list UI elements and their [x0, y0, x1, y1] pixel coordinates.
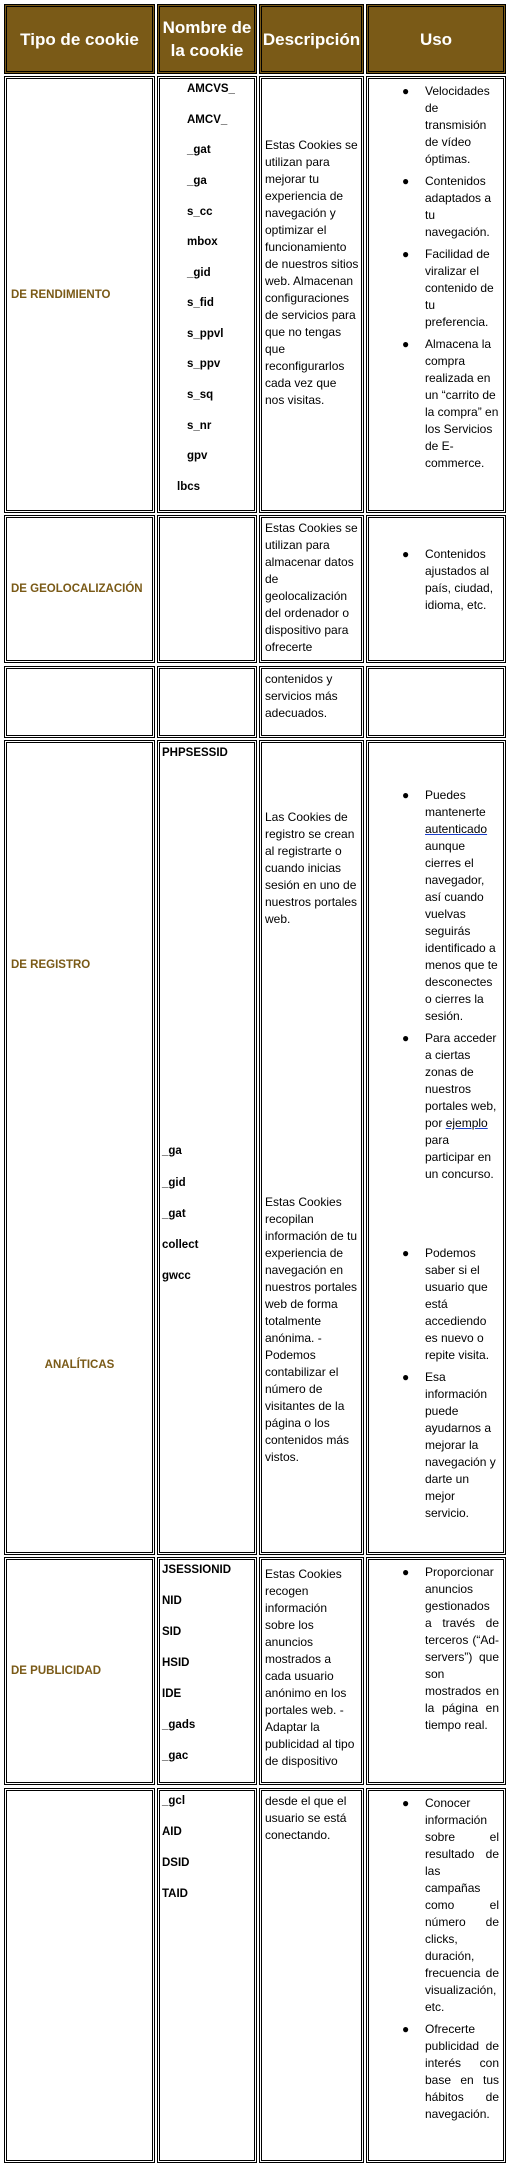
ejemplo-link[interactable]: ejemplo [445, 1116, 488, 1130]
cookie-name: IDE [162, 1688, 182, 1700]
header-tipo [4, 4, 155, 74]
use-analiticas-list [369, 1245, 503, 1527]
cookie-name: mbox [187, 236, 218, 248]
type-rendimiento-label: DE RENDIMIENTO [11, 288, 111, 301]
cookie-name: s_ppv [187, 358, 221, 370]
use-rendimiento [366, 76, 506, 513]
list-item: ● Ofrecerte publicidad de interés con base en tus hábitos de navegación. [402, 2022, 499, 2121]
desc-rendimiento-text: Estas Cookies se utilizan para mejorar tu experiencia de navegación y optimizar el funcionamiento de nuestros sitios web. Almacenan configuraciones de servicios para que no tengas que reconfigurarlos cada vez que nos visitas. [265, 138, 359, 407]
cookie-name: _ga [187, 175, 207, 187]
type-publicidad-cont [4, 1788, 155, 2163]
use-registro-analiticas [366, 740, 506, 1555]
type-geolocalizacion-label: DE GEOLOCALIZACIÓN [11, 583, 143, 595]
use-rendimiento-list [369, 83, 503, 477]
use-publicidad-cont [366, 1788, 506, 2163]
type-registro [7, 950, 90, 980]
list-item: ● Facilidad de viralizar el contenido de tu preferencia. [402, 247, 494, 329]
cookie-name: TAID [162, 1888, 188, 1900]
cookie-name: _gat [162, 1208, 186, 1220]
list-item: ● Contenidos ajustados al país, ciudad, idioma, etc. [402, 547, 494, 612]
cookie-table [4, 4, 506, 2163]
desc-geolocalizacion-cont-text: contenidos y servicios más adecuados. [265, 672, 338, 720]
cookie-name: _gac [162, 1750, 189, 1762]
list-item: ● Para acceder a ciertas zonas de nuestros portales web, por ejemplo para participar en un concurso. [402, 1031, 497, 1181]
cookie-name: AMCV_ [187, 114, 228, 126]
desc-rendimiento [259, 76, 364, 513]
cookie-name: s_nr [187, 420, 212, 432]
cookie-name: SID [162, 1626, 182, 1638]
cookie-name: _gcl [162, 1795, 186, 1807]
desc-publicidad-text: Estas Cookies recogen información sobre los anuncios mostrados a cada usuario anónimo en los portales web. - Adaptar la publicidad al tipo de dispositivo [265, 1567, 355, 1768]
cookie-name: collect [162, 1239, 199, 1251]
cookie-name: AMCVS_ [187, 83, 235, 95]
cookie-name: gwcc [162, 1270, 191, 1282]
cookie-name: PHPSESSID [162, 747, 228, 759]
desc-geolocalizacion [259, 515, 364, 663]
desc-publicidad [259, 1557, 364, 1785]
cookie-name: NID [162, 1595, 182, 1607]
cookie-name: _gads [162, 1719, 196, 1731]
desc-registro-text: Las Cookies de registro se crean al registrarte o cuando inicias sesión en uno de nuestros portales web. [265, 810, 358, 926]
continuation-use [366, 666, 506, 738]
continuation-names [157, 666, 257, 738]
header-descripcion-label: Descripción [262, 29, 361, 49]
names-rendimiento [157, 76, 257, 513]
use-publicidad-cont-list [369, 1795, 503, 2128]
names-publicidad [157, 1557, 257, 1785]
cookie-name: JSESSIONID [162, 1564, 232, 1576]
list-item: ● Almacena la compra realizada en un “carrito de la compra” en los Servicios de E-commerce. [402, 337, 499, 470]
type-registro-analiticas [4, 740, 155, 1555]
cookie-name: _gid [187, 267, 211, 279]
use-geolocalizacion [366, 515, 506, 663]
autenticado-link[interactable]: autenticado [425, 822, 488, 836]
desc-publicidad-cont [259, 1788, 364, 2163]
cookie-name: s_fid [187, 297, 214, 309]
cookie-name: HSID [162, 1657, 190, 1669]
cookie-name: s_sq [187, 389, 214, 401]
desc-geolocalizacion-cont [259, 666, 364, 738]
list-item: ● Proporcionar anuncios gestionados a través de terceros (“Ad-servers”) que son mostrados en la página en tiempo real. [402, 1565, 499, 1732]
desc-publicidad-cont-text: desde el que el usuario se está conectando. [265, 1794, 347, 1842]
cookie-name: gpv [187, 450, 208, 462]
type-analiticas [7, 1350, 152, 1380]
list-item: ● Podemos saber si el usuario que está accediendo es nuevo o repite visita. [402, 1246, 490, 1362]
cookie-name: _ga [162, 1145, 182, 1157]
type-analiticas-label: ANALÍTICAS [44, 1359, 115, 1371]
cookie-name: _gid [162, 1177, 186, 1189]
continuation-type [4, 666, 155, 738]
header-nombre [157, 4, 257, 74]
list-item: ● Conocer información sobre el resultado de las campañas como el número de clicks, duración, frecuencia de visualización, etc. [402, 1796, 499, 2014]
type-geolocalizacion [4, 515, 155, 663]
list-item: ● Esa información puede ayudarnos a mejorar la navegación y darte un mejor servicio. [402, 1370, 496, 1520]
type-publicidad-label: DE PUBLICIDAD [11, 1665, 102, 1677]
use-publicidad [366, 1557, 506, 1785]
use-registro-list [369, 787, 503, 1188]
header-descripcion [259, 4, 364, 74]
list-item: ● Velocidades de transmisión de vídeo óptimas. [402, 84, 490, 166]
cookie-name: s_cc [187, 206, 213, 218]
header-uso-label: Uso [419, 29, 453, 49]
header-nombre-label: Nombre de la cookie [162, 18, 252, 60]
cookie-name: DSID [162, 1857, 190, 1869]
cookie-name: lbcs [177, 481, 201, 493]
desc-registro-analiticas [259, 740, 364, 1555]
use-publicidad-list [369, 1564, 503, 1739]
desc-geolocalizacion-text: Estas Cookies se utilizan para almacenar datos de geolocalización del ordenador o dispositivo para ofrecerte [265, 521, 358, 654]
desc-analiticas-text: Estas Cookies recopilan información de tu experiencia de navegación en nuestros portales web de forma totalmente anónima. - Podemos contabilizar el número de visitantes de la página o los contenidos más vistos. [265, 1195, 358, 1464]
list-item: ● Contenidos adaptados a tu navegación. [402, 174, 492, 239]
cookie-name: AID [162, 1826, 182, 1838]
type-registro-label: DE REGISTRO [11, 959, 91, 971]
use-geolocalizacion-list [369, 546, 503, 619]
header-tipo-label: Tipo de cookie [20, 29, 139, 49]
list-item: ● Puedes mantenerte autenticado aunque cierres el navegador, así cuando vuelvas seguirás identificado a menos que te desconectes o cierres la sesión. [402, 788, 498, 1023]
cookie-name: s_ppvl [187, 328, 224, 340]
type-publicidad [4, 1557, 155, 1785]
names-registro-analiticas [157, 740, 257, 1555]
type-rendimiento [4, 76, 155, 513]
names-geolocalizacion [157, 515, 257, 663]
names-publicidad-cont [157, 1788, 257, 2163]
header-uso [366, 4, 506, 74]
cookie-name: _gat [187, 144, 211, 156]
